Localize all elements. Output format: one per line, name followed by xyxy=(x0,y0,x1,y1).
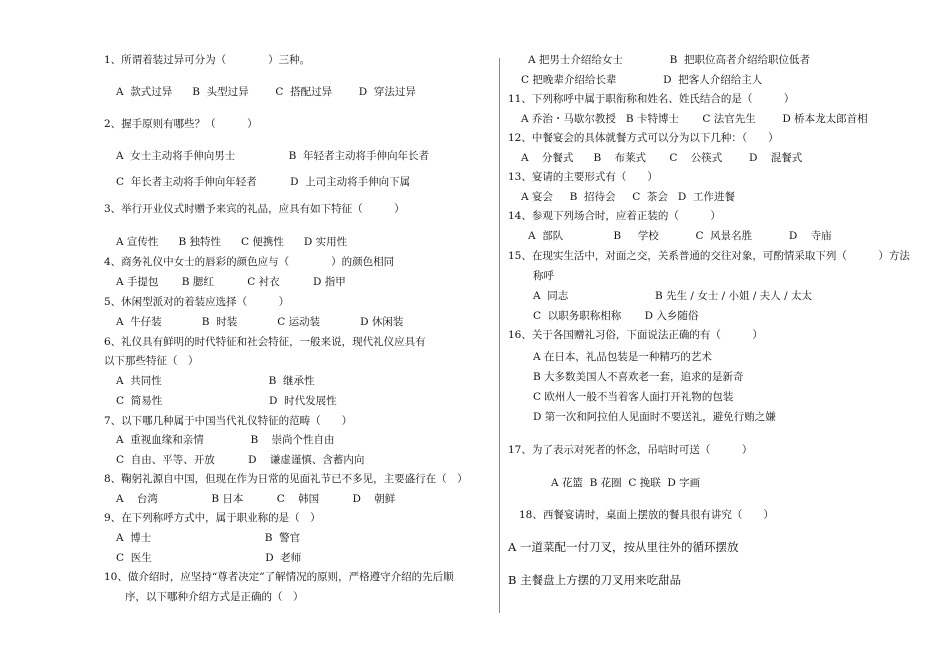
question-line: 14、参观下列场合时，应着正装的（ ） xyxy=(508,210,721,222)
question-line: A 宣传性 B 独特性 C 便携性 D 实用性 xyxy=(116,236,348,248)
question-line: 3、举行开业仪式时赠予来宾的礼品，应具有如下特征（ ） xyxy=(104,203,405,215)
question-line: C 把晚辈介绍给长辈 D 把客人介绍给主人 xyxy=(521,74,763,86)
question-line: 以下那些特征（ ） xyxy=(104,355,199,367)
question-line: A 款式过异 B 头型过异 C 搭配过异 D 穿法过异 xyxy=(116,86,416,98)
question-line: 序，以下哪种介绍方式是正确的（ ） xyxy=(125,591,304,603)
question-line: A 把男士介绍给女士 B 把职位高者介绍给职位低者 xyxy=(528,54,811,66)
question-line: 称呼 xyxy=(533,270,554,282)
question-line: 4、商务礼仪中女士的唇彩的颜色应与（ ）的颜色相同 xyxy=(104,256,395,268)
question-line: C 自由、平等、开放 D 谦虚谨慎、含蓄内向 xyxy=(116,454,365,466)
question-line: A 博士 B 警官 xyxy=(116,532,301,544)
question-line: 11、下列称呼中属于职衔称和姓名、姓氏结合的是（ ） xyxy=(508,93,795,105)
question-line: A 台湾 B 日本 C 韩国 D 朝鲜 xyxy=(116,493,396,505)
question-line: C 以职务职称相称 D 入乡随俗 xyxy=(533,310,699,322)
question-line: 15、在现实生活中，对面之交，关系普通的交往对象，可酌情采取下列（ ）方法 xyxy=(508,250,910,262)
right-column xyxy=(500,0,950,672)
question-line: 10、做介绍时，应坚持“尊者决定”了解情况的原则，严格遵守介绍的先后顺 xyxy=(104,571,454,583)
question-line: C 简易性 D 时代发展性 xyxy=(116,395,337,407)
question-line: A 共同性 B 继承性 xyxy=(116,375,315,387)
question-line: A 在日本，礼品包装是一种精巧的艺术 xyxy=(533,351,712,363)
question-line: A 手提包 B 腮红 C 衬衣 D 指甲 xyxy=(116,276,346,288)
question-line: C 欧州人一般不当着客人面打开礼物的包装 xyxy=(533,391,734,403)
question-line: 7、以下哪几种属于中国当代礼仪特征的范畴（ ） xyxy=(104,415,353,427)
question-line: A 女士主动将手伸向男士 B 年轻者主动将手伸向年长者 xyxy=(116,150,430,162)
question-line: 12、中餐宴会的具体就餐方式可以分为以下几种：（ ） xyxy=(508,132,779,144)
question-line: A 同志 B 先生 / 女士 / 小姐 / 夫人 / 太太 xyxy=(533,290,812,302)
question-line: 17、为了表示对死者的怀念，吊唁时可送（ ） xyxy=(508,444,753,456)
question-line: A 乔治・马歇尔教授 B 卡特博士 C 法官先生 D 桥本龙太郎首相 xyxy=(521,113,868,125)
question-line: A 一道菜配一付刀叉，按从里往外的循环摆放 xyxy=(508,540,739,554)
question-line: A 宴会 B 招待会 C 茶会 D 工作进餐 xyxy=(521,191,736,203)
question-line: A 牛仔装 B 时装 C 运动装 D 休闲装 xyxy=(116,316,404,328)
question-line: A 部队 B 学校 C 风景名胜 D 寺庙 xyxy=(528,230,832,242)
question-line: A 重视血缘和亲情 B 崇尚个性自由 xyxy=(116,434,335,446)
question-line: 6、礼仪具有鲜明的时代特征和社会特征，一般来说，现代礼仪应具有 xyxy=(104,336,426,348)
question-line: 5、休闲型派对的着装应选择（ ） xyxy=(104,296,290,308)
question-line: C 年长者主动将手伸向年轻者 D 上司主动将手伸向下属 xyxy=(116,176,411,188)
question-line: C 医生 D 老师 xyxy=(116,552,302,564)
question-line: B 主餐盘上方摆的刀叉用来吃甜品 xyxy=(508,573,682,587)
question-line: D 第一次和阿拉伯人见面时不要送礼，避免行贿之嫌 xyxy=(533,411,776,423)
question-line: 13、宴请的主要形式有（ ） xyxy=(508,171,658,183)
question-line: 1、所谓着装过异可分为（ ）三种。 xyxy=(104,54,311,66)
question-line: 8、鞠躬礼源自中国，但现在作为日常的见面礼节已不多见，主要盛行在（ ） xyxy=(104,473,468,485)
question-line: A 分餐式 B 布莱式 C 公筷式 D 混餐式 xyxy=(521,152,803,164)
question-line: A 花篮 B 花圈 C 挽联 D 字画 xyxy=(551,477,701,489)
question-line: 2、握手原则有哪些？（ ） xyxy=(104,118,258,130)
question-line: 18、西餐宴请时，桌面上摆放的餐具很有讲究（ ） xyxy=(519,509,774,521)
question-line: 16、关于各国赠礼习俗，下面说法正确的有（ ） xyxy=(508,329,763,341)
question-line: B 大多数美国人不喜欢老一套，追求的是新奇 xyxy=(533,371,744,383)
question-line: 9、在下列称呼方式中，属于职业称的是（ ） xyxy=(104,512,321,524)
